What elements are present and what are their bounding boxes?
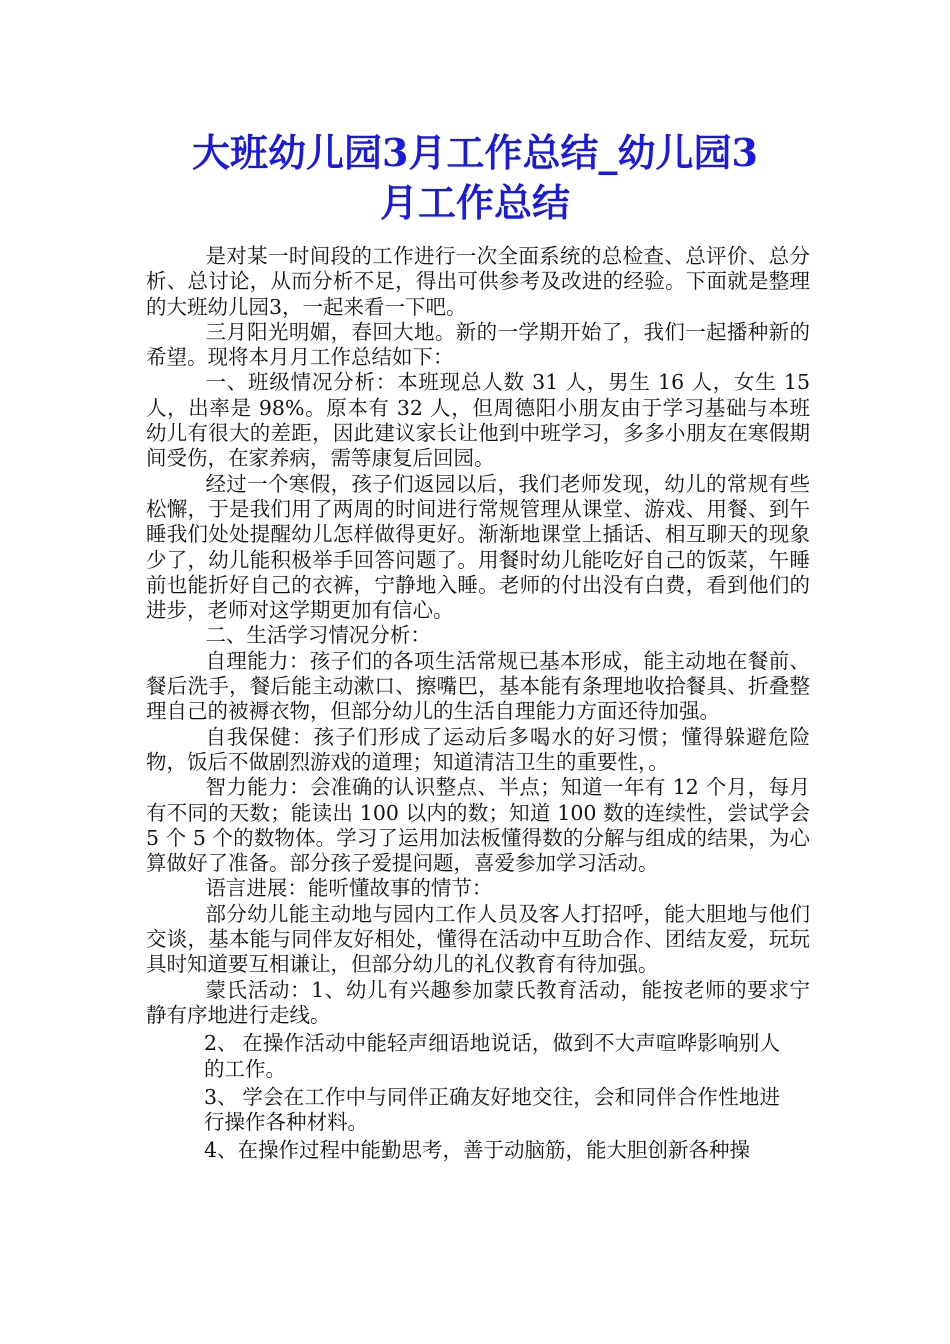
list-item-text: 学会在工作中与同伴正确友好地交往，会和同伴合作性地进行操作各种材料。 <box>204 1084 780 1135</box>
list-item-text: 在操作活动中能轻声细语地说话，做到不大声喧哗影响别人的工作。 <box>204 1031 780 1081</box>
list-item <box>146 1085 810 1136</box>
list-item <box>146 1031 810 1082</box>
list-item-number: 4、 <box>204 1138 238 1163</box>
paragraph-self-care: 自理能力：孩子们的各项生活常规已基本形成，能主动地在餐前、餐后洗手，餐后能主动漱口、擦嘴巴，基本能有条理地收拾餐具、折叠整理自己的被褥衣物，但部分幼儿的生活自理能力方面还待加强。 <box>146 648 810 724</box>
list-item-number: 2、 <box>204 1031 238 1056</box>
document-body <box>146 244 810 1164</box>
paragraph-language: 语言进展：能听懂故事的情节： <box>205 876 493 901</box>
title-line-1: 大班幼儿园3月工作总结_幼儿园3 <box>192 130 758 175</box>
paragraph-intro: 是对某一时间段的工作进行一次全面系统的总检查、总评价、总分析、总讨论，从而分析不足，得出可供参考及改进的经验。下面就是整理的大班幼儿园3，一起来看一下吧。 <box>146 244 810 319</box>
paragraph-montessori: 蒙氏活动：1、幼儿有兴趣参加蒙氏教育活动，能按老师的要求宁静有序地进行走线。 <box>146 977 810 1027</box>
list-item <box>146 1138 810 1163</box>
paragraph-routine: 经过一个寒假，孩子们返园以后，我们老师发现，幼儿的常规有些松懈，于是我们用了两周的时间进行常规管理从课堂、游戏、用餐、到午睡我们处处提醒幼儿怎样做得更好。渐渐地课堂上插话、相互聊天的现象少了，幼儿能积极举手回答问题了。用餐时幼儿能吃好自己的饭菜，午睡前也能折好自己的衣裤，宁静地入睡。老师的付出没有白费，看到他们的进步，老师对这学期更加有信心。 <box>146 471 810 623</box>
paragraph-class-analysis: 一、班级情况分析：本班现总人数 31 人，男生 16 人，女生 15 人，出率是 98%。原本有 32 人，但周德阳小朋友由于学习基础与本班幼儿有很大的差距，因此建议家长让他到中班学习，多多小朋友在寒假期间受伤，在家养病，需等康复后回园。 <box>146 370 810 471</box>
paragraph-health: 自我保健：孩子们形成了运动后多喝水的好习惯；懂得躲避危险物，饭后不做剧烈游戏的道理；知道清洁卫生的重要性，。 <box>146 724 810 774</box>
list-item-text: 在操作过程中能勤思考，善于动脑筋，能大胆创新各种操 <box>237 1138 751 1163</box>
list-item-number: 3、 <box>204 1084 238 1109</box>
paragraph-intellect: 智力能力：会准确的认识整点、半点；知道一年有 12 个月，每月有不同的天数；能读出 100 以内的数；知道 100 数的连续性，尝试学会 5 个 5 个的数物体。学习了运用加法板懂得数的分解与组成的结果，为心算做好了准备。部分孩子爱提问题，喜爱参加学习活动。 <box>146 775 810 876</box>
section-heading-life-study: 二、生活学习情况分析： <box>205 623 431 648</box>
paragraph-social: 部分幼儿能主动地与园内工作人员及客人打招呼，能大胆地与他们交谈，基本能与同伴友好相处，懂得在活动中互助合作、团结友爱，玩玩具时知道要互相谦让，但部分幼儿的礼仪教育有待加强。 <box>146 901 810 977</box>
paragraph-opening: 三月阳光明媚，春回大地。新的一学期开始了，我们一起播种新的希望。现将本月月工作总结如下： <box>146 319 810 370</box>
title-line-2: 月工作总结 <box>379 180 570 225</box>
document-title <box>120 128 830 228</box>
